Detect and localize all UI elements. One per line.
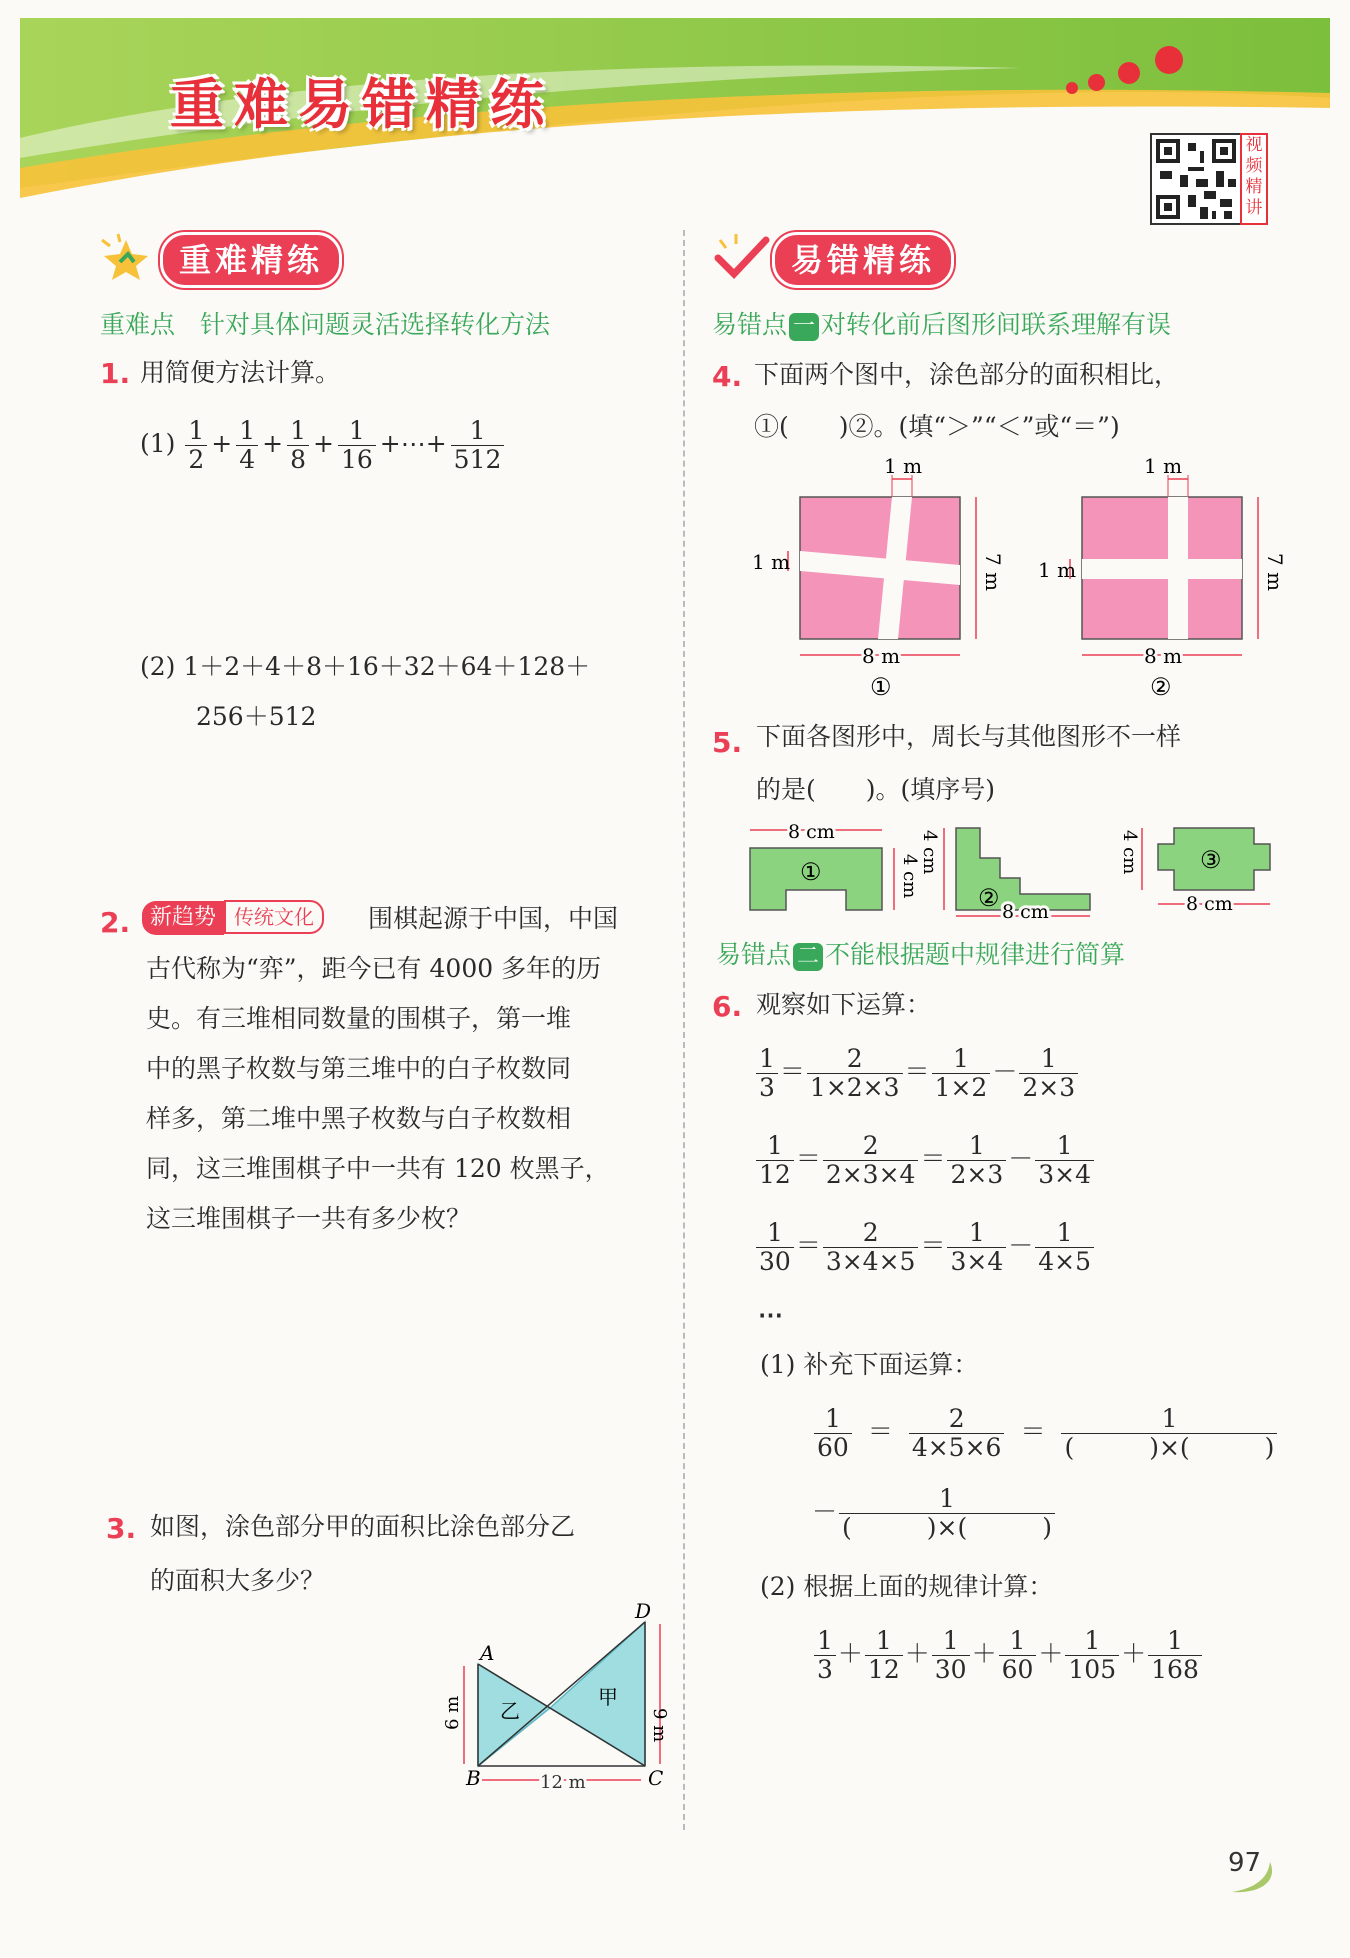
q6-text: 观察如下运算：: [756, 990, 932, 1019]
denominator: 3: [759, 1073, 775, 1102]
numerator: 1: [756, 1045, 778, 1074]
error-point-label: 易错点: [716, 940, 792, 969]
q6-row: $\frac{1}{3}$ ＝ $\frac{2}{1\times 2\times 3}$ ＝ $\frac{1}{1\times 2}$ － $\frac{1}{2\times 3}$: [754, 1040, 1080, 1104]
fraction: [823, 1132, 919, 1189]
shape3-height: 4 cm: [1119, 830, 1140, 875]
denominator: 1×2: [934, 1073, 988, 1102]
q6-ellipsis: ⋯: [758, 1300, 783, 1329]
fraction: [756, 1132, 794, 1189]
trend-tag-label: 新趋势: [142, 901, 224, 935]
denominator: 512: [453, 445, 502, 474]
denominator: 4×5: [1038, 1247, 1092, 1276]
q6-part1-expression: $\frac{1}{60}$ ＝ $\frac{2}{4\times 5\times 6}$ ＝ $\frac{1}{( )\times( )}$: [812, 1400, 1279, 1464]
numerator: 1: [814, 1405, 852, 1434]
numerator: 2: [909, 1405, 1005, 1434]
fraction: [814, 1405, 852, 1462]
page-title: 重难易错精练: [170, 73, 554, 136]
denominator: 8: [290, 445, 306, 474]
shape2-height: 4 cm: [919, 830, 940, 875]
decor-dot: [1088, 74, 1105, 91]
numerator: 1: [932, 1045, 991, 1074]
column-divider: [683, 230, 685, 1830]
numerator: 1: [756, 1132, 794, 1161]
left-length: 6 m: [442, 1695, 463, 1730]
q3-figure: [442, 1599, 670, 1793]
numerator: 1: [1148, 1627, 1202, 1656]
question-number: 4.: [712, 360, 743, 393]
qr-code-icon: [1152, 135, 1240, 223]
numerator: 1: [839, 1485, 1055, 1514]
culture-tag-label: 传统文化: [224, 900, 324, 934]
fraction: [814, 1627, 836, 1684]
fraction: [756, 1219, 794, 1276]
section-badge-error: 易错精练: [772, 232, 954, 288]
numerator: 1: [236, 417, 258, 446]
label-yi: 乙: [500, 1699, 520, 1723]
fraction: [999, 1627, 1037, 1684]
denominator: 16: [340, 445, 373, 474]
blank-denominator[interactable]: ( )×( ): [842, 1513, 1052, 1542]
fraction: [1065, 1627, 1119, 1684]
numerator: 1: [1061, 1405, 1277, 1434]
shape1-height: 4 cm: [899, 854, 920, 899]
question-number: 1.: [100, 357, 131, 390]
fraction: [865, 1627, 903, 1684]
decor-dot: [1155, 46, 1183, 74]
fraction: [909, 1405, 1005, 1462]
denominator: 168: [1151, 1655, 1199, 1684]
q1-part2-line1: [140, 642, 590, 692]
q5-figures: [744, 818, 1284, 923]
shape2-width: 8 cm: [1002, 901, 1049, 923]
operator: +⋯+: [379, 429, 447, 458]
denominator: 60: [1001, 1655, 1034, 1684]
numerator: 1: [1035, 1219, 1094, 1248]
fraction: [1035, 1219, 1094, 1276]
q3-line: 如图，涂色部分甲的面积比涂色部分乙: [150, 1512, 576, 1541]
blank-fraction[interactable]: [839, 1485, 1055, 1542]
fig2-number: ②: [1150, 673, 1172, 701]
fraction: [932, 1627, 970, 1684]
denominator: 4×5×6: [911, 1433, 1002, 1462]
decor-dot: [1118, 62, 1140, 84]
denominator: 2×3: [950, 1160, 1004, 1189]
numerator: 1: [287, 417, 309, 446]
numerator: 1: [947, 1132, 1006, 1161]
denominator: 3: [817, 1655, 833, 1684]
label-d: D: [635, 1599, 652, 1623]
shape3-number: ③: [1200, 846, 1222, 874]
numerator: 1: [947, 1219, 1006, 1248]
label-c: C: [648, 1766, 664, 1790]
part-label: (1): [140, 429, 176, 458]
fraction: [756, 1045, 778, 1102]
checkmark-icon: [712, 232, 772, 282]
q6-row: $\frac{1}{12}$ ＝ $\frac{2}{2\times 3\times 4}$ ＝ $\frac{1}{2\times 3}$ － $\frac{1}{3\times 4}$: [754, 1127, 1096, 1191]
fraction: [932, 1045, 991, 1102]
q3-line: 的面积大多少？: [150, 1566, 326, 1595]
key-point-subheading: 重难点 针对具体问题灵活选择转化方法: [100, 310, 551, 339]
qr-label-char: 精: [1245, 177, 1263, 197]
error-point-text: 不能根据题中规律进行简算: [825, 940, 1126, 969]
numerator: 1: [338, 417, 376, 446]
fraction: [1148, 1627, 1202, 1684]
numerator: 1: [185, 417, 207, 446]
section-badge-key: 重难精练: [160, 232, 342, 288]
shape1-number: ①: [800, 858, 822, 886]
q2-line: 样多，第二堆中黑子枚数与白子枚数相: [146, 1104, 572, 1133]
q2-line: 古代称为“弈”，距今已有 4000 多年的历: [146, 954, 602, 983]
fraction: [947, 1132, 1006, 1189]
numerator: 1: [451, 417, 505, 446]
fig2-top-label: 1 m: [1144, 454, 1183, 478]
page-number: 97: [1228, 1848, 1262, 1878]
right-length: 9 m: [649, 1708, 670, 1743]
label-b: B: [466, 1766, 481, 1790]
denominator: 60: [817, 1433, 849, 1462]
question-number: 6.: [712, 990, 743, 1023]
fraction: [1035, 1132, 1094, 1189]
fraction: [236, 417, 258, 474]
denominator: 30: [934, 1655, 967, 1684]
fraction: [1019, 1045, 1078, 1102]
qr-label-char: 频: [1245, 156, 1263, 176]
shape3-width: 8 cm: [1186, 893, 1233, 915]
fraction: [338, 417, 376, 474]
numerator: 1: [1019, 1045, 1078, 1074]
bottom-length: 12 m: [540, 1772, 586, 1793]
q6-part1-text: (1) 补充下面运算：: [760, 1350, 979, 1379]
q2-line: 这三堆围棋子一共有多少枚？: [146, 1204, 472, 1233]
q4-line2: ①( )②。(填“＞”“＜”或“＝”): [754, 412, 1120, 441]
fraction: [451, 417, 505, 474]
fig1-number: ①: [870, 673, 892, 701]
star-icon: [98, 232, 158, 282]
blank-denominator[interactable]: ( )×( ): [1064, 1433, 1275, 1462]
numerator: 1: [814, 1627, 836, 1656]
trend-tag: [142, 900, 324, 935]
fraction: [947, 1219, 1006, 1276]
error-point-text: 对转化前后图形间联系理解有误: [821, 310, 1172, 339]
fraction: [185, 417, 207, 474]
shape2-number: ②: [978, 884, 1000, 912]
denominator: 2×3: [1022, 1073, 1076, 1102]
label-a: A: [480, 1641, 495, 1665]
q2-line: 围棋起源于中国，中国: [368, 904, 619, 933]
error-point-subheading-2: [716, 935, 1125, 971]
denominator: 105: [1068, 1655, 1117, 1684]
denominator: 2×3×4: [825, 1160, 916, 1189]
label-jia: 甲: [598, 1685, 618, 1709]
denominator: 4: [239, 445, 256, 474]
q5-line2: 的是( )。(填序号): [756, 775, 996, 804]
page-swoosh-icon: [1222, 1858, 1282, 1898]
q1-part2-expression: 1＋2＋4＋8＋16＋32＋64＋128＋: [183, 652, 591, 681]
fig2-left-label: 1 m: [1038, 558, 1077, 582]
numerator: 1: [756, 1219, 794, 1248]
fig1-bottom-label: 8 m: [862, 644, 901, 668]
numerator: 1: [1065, 1627, 1119, 1656]
numerator: 2: [823, 1219, 919, 1248]
numerator: 1: [1035, 1132, 1094, 1161]
decor-dot: [1066, 82, 1078, 94]
q4-line1: 下面两个图中，涂色部分的面积相比，: [754, 360, 1180, 389]
question-number: 2.: [100, 906, 131, 939]
qr-label: [1240, 133, 1268, 225]
fraction: [823, 1219, 919, 1276]
fraction: [807, 1045, 903, 1102]
numerator: 1: [932, 1627, 970, 1656]
question-number: 5.: [712, 726, 743, 759]
qr-label-char: 讲: [1245, 198, 1263, 218]
fraction: [287, 417, 309, 474]
numerator: 2: [823, 1132, 919, 1161]
part-label: (2): [140, 652, 176, 681]
error-point-subheading-1: [712, 305, 1171, 341]
operator: +: [211, 429, 233, 458]
question-number: 3.: [106, 1512, 137, 1545]
q6-part2-text: (2) 根据上面的规律计算：: [760, 1572, 1054, 1601]
numerator: 2: [807, 1045, 903, 1074]
q4-figure-2: [1034, 454, 1287, 705]
operator: +: [313, 429, 334, 458]
fig1-left-label: 1 m: [752, 550, 791, 574]
error-point-number: 一: [789, 313, 819, 341]
qr-label-char: 视: [1245, 135, 1263, 155]
denominator: 2: [188, 445, 205, 474]
error-point-label: 易错点: [712, 310, 788, 339]
denominator: 1×2×3: [809, 1073, 900, 1102]
q1-part1-expression: [140, 412, 506, 476]
denominator: 3×4×5: [825, 1247, 916, 1276]
denominator: 12: [759, 1160, 791, 1189]
denominator: 3×4: [950, 1247, 1004, 1276]
operator: +: [262, 429, 284, 458]
q2-line: 中的黑子枚数与第三堆中的白子枚数同: [146, 1054, 572, 1083]
q6-part2-expression: $\frac{1}{3}$ ＋ $\frac{1}{12}$ ＋ $\frac{1}{30}$ ＋ $\frac{1}{60}$ ＋ $\frac{1}{105}$ ＋ $\frac{1}{168}$: [812, 1622, 1204, 1686]
denominator: 30: [759, 1247, 791, 1276]
denominator: 3×4: [1038, 1160, 1092, 1189]
numerator: 1: [999, 1627, 1037, 1656]
q6-part1-expression-cont: － $\frac{1}{( )\times( )}$: [812, 1480, 1057, 1544]
q1-part2-line2: 256＋512: [196, 702, 317, 731]
q2-line: 史。有三堆相同数量的围棋子，第一堆: [146, 1004, 572, 1033]
shape1-width: 8 cm: [788, 821, 835, 843]
fig1-top-label: 1 m: [884, 454, 923, 478]
fig2-right-label: 7 m: [1263, 553, 1287, 592]
error-point-number: 二: [793, 943, 823, 971]
denominator: 12: [867, 1655, 900, 1684]
fig1-right-label: 7 m: [981, 553, 1005, 592]
q4-figure-1: [752, 454, 1005, 705]
blank-fraction[interactable]: [1061, 1405, 1277, 1462]
question-text: 用简便方法计算。: [140, 358, 341, 387]
q5-line1: 下面各图形中，周长与其他图形不一样: [756, 722, 1182, 751]
q6-row: $\frac{1}{30}$ ＝ $\frac{2}{3\times 4\times 5}$ ＝ $\frac{1}{3\times 4}$ － $\frac{1}{4\times 5}$: [754, 1214, 1096, 1278]
fig2-bottom-label: 8 m: [1144, 644, 1183, 668]
q2-line: 同，这三堆围棋子中一共有 120 枚黑子，: [146, 1154, 610, 1183]
numerator: 1: [865, 1627, 903, 1656]
qr-code[interactable]: [1150, 133, 1242, 225]
